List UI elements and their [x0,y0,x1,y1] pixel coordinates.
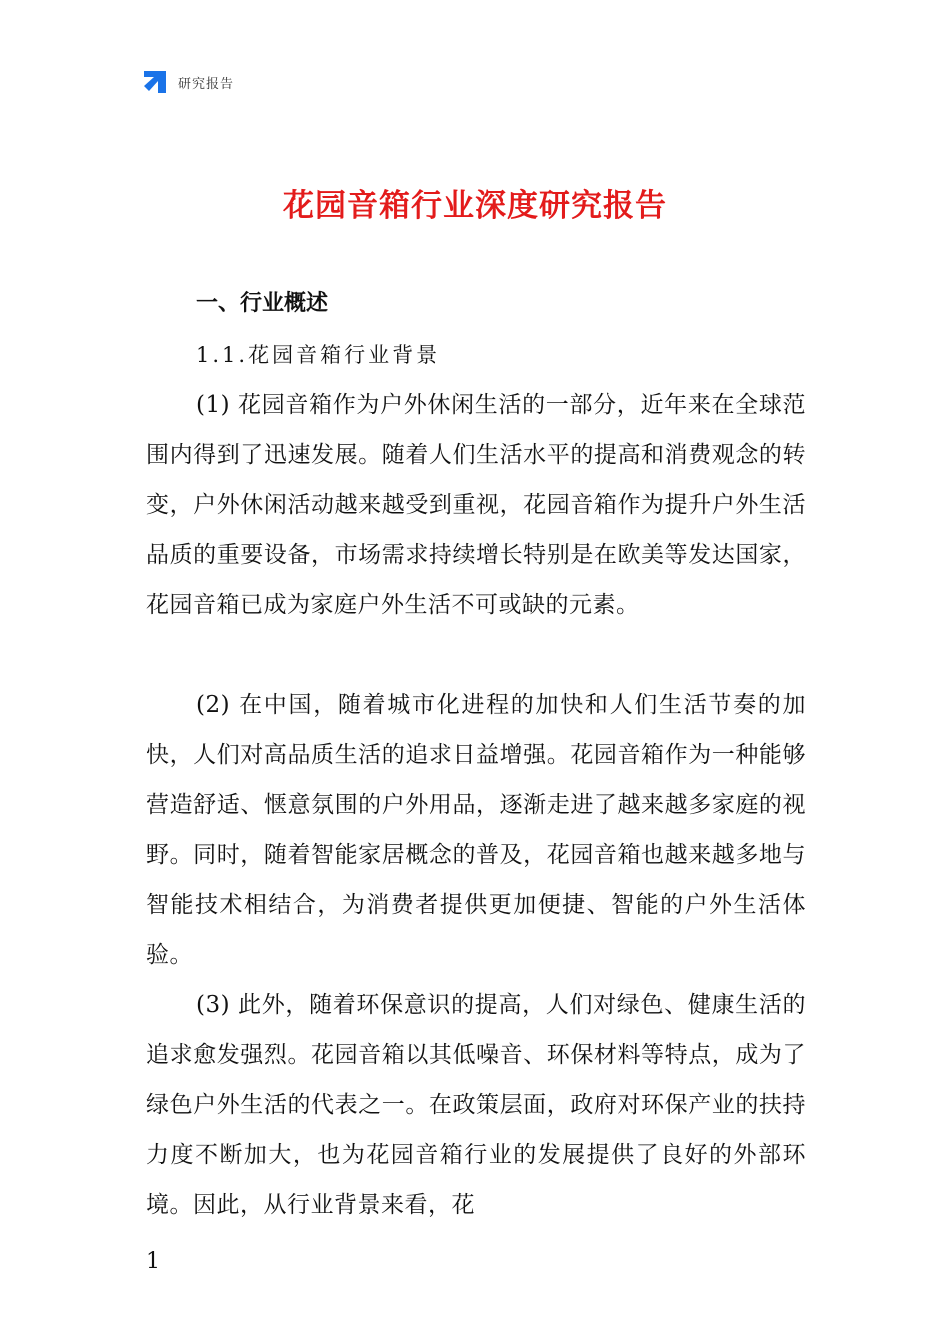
paragraph-2: (2) 在中国，随着城市化进程的加快和人们生活节奏的加快，人们对高品质生活的追求日益增强。花园音箱作为一种能够营造舒适、惬意氛围的户外用品，逐渐走进了越来越多家庭的视野。同时，随着智能家居概念的普及，花园音箱也越来越多地与智能技术相结合，为消费者提供更加便捷、智能的户外生活体验。 [146,692,806,968]
paragraph-1: (1) 花园音箱作为户外休闲生活的一部分，近年来在全球范围内得到了迅速发展。随着人们生活水平的提高和消费观念的转变，户外休闲活动越来越受到重视，花园音箱作为提升户外生活品质的重要设备，市场需求持续增长特别是在欧美等发达国家，花园音箱已成为家庭户外生活不可或缺的元素。 [146,392,806,618]
paragraph-3: (3) 此外，随着环保意识的提高，人们对绿色、健康生活的追求愈发强烈。花园音箱以其低噪音、环保材料等特点，成为了绿色户外生活的代表之一。在政策层面，政府对环保产业的扶持力度不断加大，也为花园音箱行业的发展提供了良好的外部环境。因此，从行业背景来看，花 [146,992,806,1218]
header-label: 研究报告 [178,76,235,92]
page-number: 1 [146,1249,160,1274]
page-header [142,68,234,96]
document-title: 花园音箱行业深度研究报告 [283,188,667,224]
arrow-up-right-icon [142,69,168,95]
section-heading: 一、行业概述 [196,291,329,316]
subsection-heading: 1.1.花园音箱行业背景 [196,343,441,367]
